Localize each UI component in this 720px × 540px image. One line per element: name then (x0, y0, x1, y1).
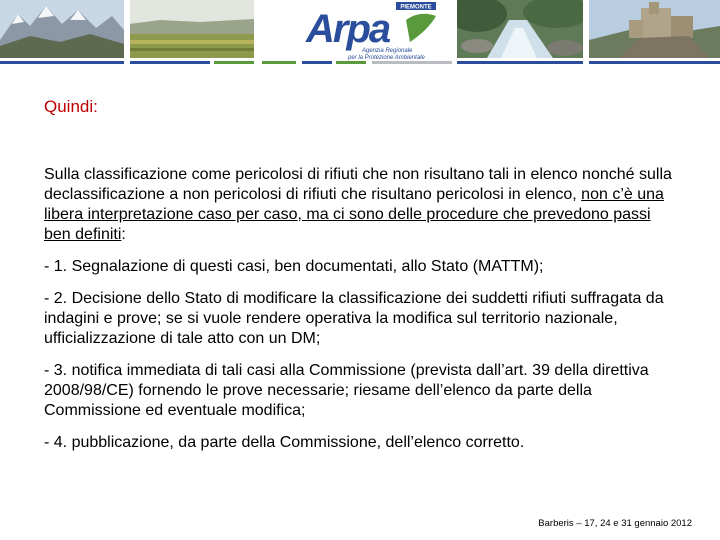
logo-badge-text: PIEMONTE (400, 4, 432, 11)
header-divider (262, 61, 296, 64)
procedure-step: - 4. pubblicazione, da parte della Commissione, dell’elenco corretto. (44, 434, 525, 451)
header-divider (214, 61, 254, 64)
logo-subtitle-line2: per la Protezione Ambientale (348, 55, 425, 61)
logo-subtitle-line1: Agenzia Regionale (362, 48, 413, 54)
header-divider (0, 61, 124, 64)
castle-landscape-photo (589, 0, 720, 58)
mountain-landscape-photo (0, 0, 124, 58)
header-divider (457, 61, 583, 64)
header-divider (302, 61, 332, 64)
header-banner (0, 0, 720, 68)
intro-paragraph (44, 165, 676, 245)
procedure-step: - 3. notifica immediata di tali casi alla Commissione (prevista dall’art. 39 della direttiva 2008/98/CE) fornendo le prove necessarie; riesame dell’elenco da parte della Commissione ed eventuale modifica; (44, 362, 649, 419)
intro-colon: : (121, 226, 126, 243)
plain-landscape-photo (130, 0, 254, 58)
arpa-logo (300, 2, 450, 62)
intro-text: Sulla classificazione come pericolosi di rifiuti che non risultano tali in elenco nonché sulla declassificazione a non pericolosi di rifiuti che risultano pericolosi in elenco, (44, 166, 672, 203)
slide-content (44, 165, 676, 465)
intro-underlined-text: non c’è una libera interpretazione caso per caso, ma ci sono delle procedure che prevedono passi ben definiti (44, 186, 664, 243)
header-divider (372, 61, 452, 64)
header-divider (130, 61, 210, 64)
header-divider (336, 61, 366, 64)
slide-footer: Barberis – 17, 24 e 31 gennaio 2012 (538, 518, 692, 529)
header-divider (589, 61, 720, 64)
river-landscape-photo (457, 0, 583, 58)
procedure-step: - 2. Decisione dello Stato di modificare la classificazione dei suddetti rifiuti suffragata da indagini e prove; se si vuole rendere operativa la modifica sul territorio nazionale, ufficializzazione di tale atto con un DM; (44, 290, 664, 347)
logo-wordmark: Arpa (306, 7, 390, 51)
procedure-step: - 1. Segnalazione di questi casi, ben documentati, allo Stato (MATTM); (44, 258, 544, 275)
slide-heading: Quindi: (44, 97, 98, 116)
